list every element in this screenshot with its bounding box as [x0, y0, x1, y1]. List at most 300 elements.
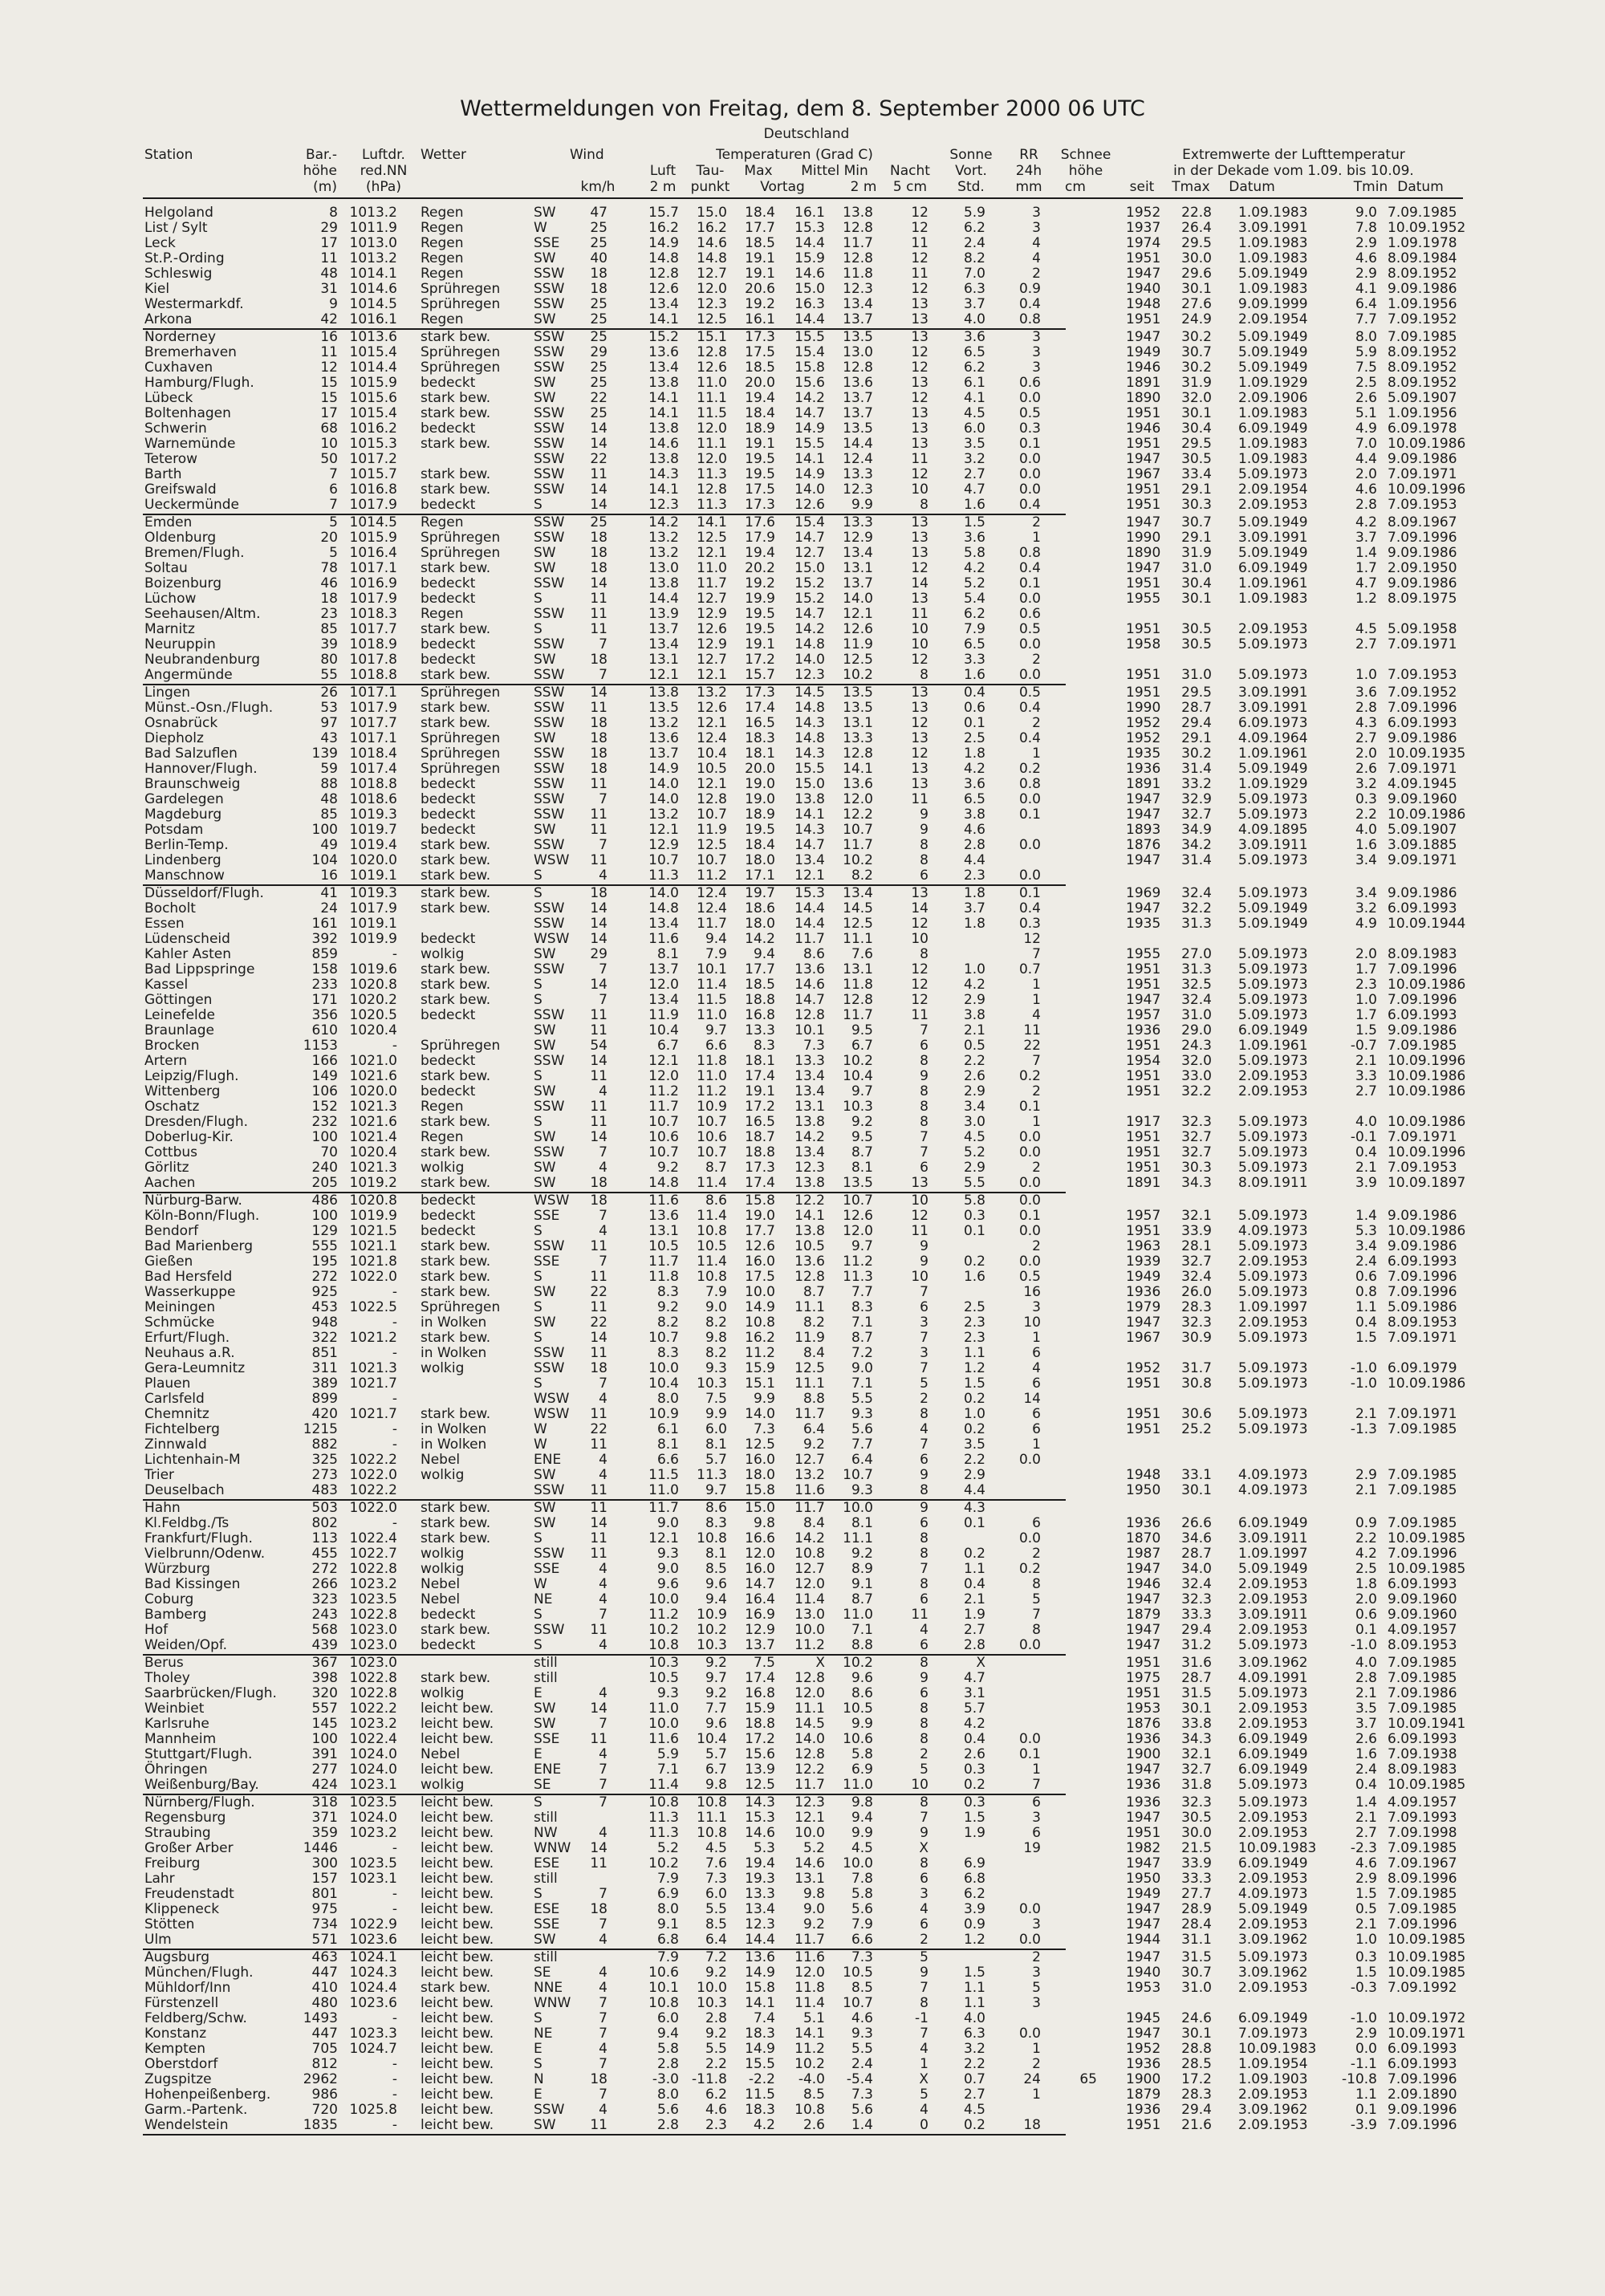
cell-datum-min: 8.09.1952: [1388, 266, 1457, 282]
cell-min: 12.8: [843, 746, 873, 762]
cell-bar-hoehe: 899: [311, 1391, 338, 1407]
cell-bar-hoehe: 29: [320, 220, 338, 236]
cell-mittel: 14.1: [794, 451, 825, 467]
cell-taupunkt: 12.9: [697, 636, 727, 652]
cell-bar-hoehe: 273: [311, 1467, 338, 1483]
cell-datum-max: 5.09.1973: [1238, 1144, 1308, 1160]
cell-max: 19.4: [745, 390, 775, 406]
cell-luft: 11.7: [648, 1500, 679, 1516]
cell-wind-speed: 7: [599, 1916, 607, 1932]
cell-bar-hoehe: 59: [320, 761, 338, 777]
cell-min: 11.0: [843, 1607, 873, 1623]
cell-mittel: 14.6: [794, 266, 825, 282]
cell-sonne: 3.1: [963, 1685, 985, 1701]
cell-datum-min: 10.09.1996: [1388, 1144, 1466, 1160]
col-header-wind: Wind: [570, 147, 604, 163]
cell-min: 14.4: [843, 436, 873, 452]
table-row: [0, 1130, 1605, 1145]
cell-bar-hoehe: 5: [329, 514, 338, 530]
cell-mittel: 11.7: [794, 1777, 825, 1793]
table-row: [0, 1531, 1605, 1546]
cell-sonne: 2.9: [963, 1160, 985, 1176]
cell-min: 12.0: [843, 791, 873, 807]
cell-datum-max: 5.09.1973: [1238, 667, 1308, 683]
cell-station: Coburg: [144, 1591, 194, 1607]
cell-datum-min: 8.09.1952: [1388, 375, 1457, 391]
cell-wetter: bedeckt: [421, 776, 476, 792]
cell-taupunkt: 7.9: [705, 1284, 727, 1300]
cell-luftdruck: 1021.0: [349, 1053, 397, 1069]
table-row: [0, 668, 1605, 683]
cell-wetter: leicht bew.: [421, 1916, 494, 1932]
table-row: [0, 452, 1605, 467]
cell-tmax: 32.5: [1181, 977, 1212, 993]
cell-taupunkt: 10.2: [697, 1622, 727, 1638]
table-row: [0, 591, 1605, 607]
cell-wind-dir: SSW: [534, 791, 565, 807]
cell-seit: 1947: [1126, 807, 1161, 823]
cell-station: Erfurt/Flugh.: [144, 1330, 230, 1346]
cell-bar-hoehe: 391: [311, 1746, 338, 1762]
table-row: [0, 2087, 1605, 2103]
cell-max: 16.6: [745, 1530, 775, 1546]
cell-datum-max: 3.09.1962: [1238, 2102, 1308, 2118]
cell-datum-max: 1.09.1961: [1238, 1038, 1308, 1054]
cell-datum-max: 1.09.1983: [1238, 250, 1308, 266]
cell-sonne: 5.2: [963, 575, 985, 591]
cell-luftdruck: 1014.5: [349, 514, 397, 530]
cell-datum-max: 2.09.1953: [1238, 1315, 1308, 1331]
cell-luftdruck: 1017.9: [349, 700, 397, 716]
cell-datum-max: 3.09.1991: [1238, 220, 1308, 236]
cell-wetter: bedeckt: [421, 807, 476, 823]
cell-nacht: 8: [920, 1655, 928, 1671]
cell-station: Diepholz: [144, 730, 204, 746]
cell-station: Cottbus: [144, 1144, 198, 1160]
cell-wind-dir: still: [534, 1670, 558, 1686]
cell-wetter: leicht bew.: [421, 2117, 494, 2133]
cell-wind-speed: 11: [590, 606, 607, 622]
cell-tmin: 1.6: [1355, 1746, 1377, 1762]
cell-seit: 1944: [1126, 1932, 1161, 1948]
cell-luftdruck: 1023.3: [349, 2026, 397, 2042]
cell-rr: 6: [1032, 1794, 1041, 1810]
cell-datum-max: 2.09.1954: [1238, 311, 1308, 327]
cell-datum-min: 10.09.1986: [1388, 1068, 1466, 1084]
cell-wind-speed: 18: [590, 885, 607, 901]
cell-station: St.P.-Ording: [144, 250, 225, 266]
cell-datum-min: 5.09.1958: [1388, 621, 1457, 637]
cell-luft: 13.4: [648, 636, 679, 652]
cell-tmax: 30.7: [1181, 344, 1212, 360]
cell-rr: 3: [1032, 1810, 1041, 1826]
cell-mittel: 14.0: [794, 652, 825, 668]
cell-min: 13.5: [843, 421, 873, 437]
cell-mittel: 15.5: [794, 329, 825, 345]
cell-datum-min: 10.09.1996: [1388, 1053, 1466, 1069]
cell-wind-speed: 18: [590, 730, 607, 746]
cell-mittel: 14.9: [794, 421, 825, 437]
cell-tmin: -1.1: [1350, 2056, 1377, 2072]
cell-mittel: 15.5: [794, 436, 825, 452]
table-row: [0, 1701, 1605, 1717]
cell-datum-min: 9.09.1960: [1388, 1591, 1457, 1607]
cell-seit: 1953: [1126, 1980, 1161, 1996]
table-row: [0, 1592, 1605, 1607]
cell-datum-max: 5.09.1973: [1238, 1330, 1308, 1346]
cell-max: 18.9: [745, 421, 775, 437]
cell-wind-speed: 14: [590, 931, 607, 947]
cell-nacht: 11: [911, 451, 928, 467]
table-row: [0, 637, 1605, 652]
cell-taupunkt: 9.3: [705, 1360, 727, 1376]
cell-tmax: 33.3: [1181, 1871, 1212, 1887]
cell-wind-dir: E: [534, 2041, 542, 2057]
cell-wind-speed: 11: [590, 1622, 607, 1638]
cell-tmin: 3.4: [1355, 1238, 1377, 1254]
cell-sonne: 1.0: [963, 1406, 985, 1422]
cell-luft: 10.8: [648, 1995, 679, 2011]
cell-mittel: 13.6: [794, 961, 825, 977]
cell-tmin: 2.9: [1355, 1871, 1377, 1887]
cell-luftdruck: 1023.0: [349, 1655, 397, 1671]
cell-wind-speed: 4: [599, 1576, 607, 1592]
cell-luft: 13.2: [648, 807, 679, 823]
cell-mittel: 15.3: [794, 220, 825, 236]
cell-datum-max: 10.09.1983: [1238, 2041, 1317, 2057]
cell-wind-speed: 11: [590, 2117, 607, 2133]
cell-datum-min: 7.09.1996: [1388, 1916, 1457, 1932]
table-row: [0, 312, 1605, 327]
cell-tmin: 3.4: [1355, 885, 1377, 901]
cell-datum-min: 9.09.1986: [1388, 451, 1457, 467]
table-row: [0, 376, 1605, 391]
cell-tmin: 8.0: [1355, 329, 1377, 345]
cell-taupunkt: 10.7: [697, 807, 727, 823]
cell-datum-max: 1.09.1983: [1238, 405, 1308, 421]
cell-tmax: 30.0: [1181, 1825, 1212, 1841]
cell-mittel: 11.4: [794, 1995, 825, 2011]
cell-min: 8.6: [851, 1685, 873, 1701]
cell-wind-dir: SSW: [534, 1622, 565, 1638]
table-row: [0, 1270, 1605, 1285]
cell-datum-max: 2.09.1953: [1238, 1254, 1308, 1270]
cell-rr: 2: [1032, 1238, 1041, 1254]
cell-datum-min: 5.09.1986: [1388, 1299, 1457, 1315]
cell-nacht: 4: [920, 2041, 928, 2057]
cell-tmax: 29.4: [1181, 2102, 1212, 2118]
cell-sonne: 2.9: [963, 992, 985, 1008]
cell-max: 19.3: [745, 1871, 775, 1887]
cell-mittel: 11.1: [794, 1299, 825, 1315]
cell-bar-hoehe: 23: [320, 606, 338, 622]
cell-station: Karlsruhe: [144, 1716, 209, 1732]
cell-luft: 10.3: [648, 1655, 679, 1671]
cell-datum-min: 10.09.1971: [1388, 2026, 1466, 2042]
cell-taupunkt: 10.0: [697, 1980, 727, 1996]
table-row: [0, 1747, 1605, 1762]
cell-tmax: 31.9: [1181, 545, 1212, 561]
cell-wind-speed: 7: [599, 992, 607, 1008]
cell-bar-hoehe: 1153: [303, 1038, 338, 1054]
cell-tmax: 32.7: [1181, 1144, 1212, 1160]
cell-mittel: 14.0: [794, 1731, 825, 1747]
cell-sonne: 7.9: [963, 621, 985, 637]
cell-rr: 3: [1032, 360, 1041, 376]
cell-min: 8.9: [851, 1561, 873, 1577]
cell-wind-dir: S: [534, 868, 542, 884]
cell-tmax: 29.4: [1181, 715, 1212, 731]
cell-max: 18.8: [745, 1144, 775, 1160]
cell-luftdruck: 1019.2: [349, 1175, 397, 1191]
cell-datum-max: 2.09.1953: [1238, 1083, 1308, 1099]
cell-mittel: 8.4: [802, 1515, 825, 1531]
cell-station: List / Sylt: [144, 220, 208, 236]
table-row: [0, 1638, 1605, 1653]
cell-luftdruck: 1017.1: [349, 730, 397, 746]
cell-station: Arkona: [144, 311, 193, 327]
cell-max: 17.5: [745, 1269, 775, 1285]
cell-luftdruck: 1021.8: [349, 1254, 397, 1270]
cell-tmin: 1.1: [1355, 2087, 1377, 2103]
cell-tmax: 30.1: [1181, 281, 1212, 297]
cell-datum-min: 8.09.1953: [1388, 1637, 1457, 1653]
cell-wetter: wolkig: [421, 1561, 465, 1577]
cell-rr: 4: [1032, 250, 1041, 266]
cell-wind-dir: SW: [534, 1083, 556, 1099]
cell-datum-max: 5.09.1973: [1238, 977, 1308, 993]
cell-tmax: 29.5: [1181, 436, 1212, 452]
cell-mittel: 13.4: [794, 1083, 825, 1099]
cell-tmax: 33.9: [1181, 1855, 1212, 1871]
cell-rr: 4: [1032, 1360, 1041, 1376]
cell-seit: 1951: [1126, 405, 1161, 421]
cell-luftdruck: -: [392, 1515, 397, 1531]
cell-min: 6.7: [851, 1038, 873, 1054]
table-row: [0, 330, 1605, 345]
cell-rr: 0.0: [1018, 591, 1041, 607]
col-header-luftdruck-2: red.NN: [360, 163, 408, 179]
cell-luftdruck: 1014.4: [349, 360, 397, 376]
cell-rr: 0.2: [1018, 761, 1041, 777]
cell-schnee: 65: [1079, 2071, 1097, 2087]
cell-wind-speed: 11: [590, 1500, 607, 1516]
cell-datum-min: 7.09.1952: [1388, 685, 1457, 701]
cell-wetter: in Wolken: [421, 1315, 487, 1331]
cell-mittel: 14.7: [794, 606, 825, 622]
table-row: [0, 807, 1605, 823]
table-row: [0, 1300, 1605, 1315]
cell-station: Leinefelde: [144, 1007, 216, 1023]
cell-luftdruck: -: [392, 1840, 397, 1856]
cell-nacht: 8: [920, 1546, 928, 1562]
cell-station: Kl.Feldbg./Ts: [144, 1515, 230, 1531]
cell-datum-max: 5.09.1973: [1238, 885, 1308, 901]
cell-max: 19.4: [745, 1855, 775, 1871]
cell-tmax: 28.3: [1181, 1299, 1212, 1315]
cell-wetter: stark bew.: [421, 1500, 491, 1516]
cell-datum-max: 1.09.1997: [1238, 1546, 1308, 1562]
cell-seit: 1963: [1126, 1238, 1161, 1254]
cell-station: Bad Lippspringe: [144, 961, 255, 977]
cell-tmin: 2.8: [1355, 700, 1377, 716]
cell-sonne: 0.4: [963, 685, 985, 701]
cell-luftdruck: -: [392, 2010, 397, 2026]
cell-sonne: 0.2: [963, 1777, 985, 1793]
cell-taupunkt: 10.4: [697, 746, 727, 762]
cell-seit: 1951: [1126, 1144, 1161, 1160]
cell-nacht: 1: [920, 2056, 928, 2072]
cell-seit: 1947: [1126, 1561, 1161, 1577]
cell-luft: 14.0: [648, 885, 679, 901]
cell-datum-min: 2.09.1950: [1388, 560, 1457, 576]
cell-tmax: 30.5: [1181, 621, 1212, 637]
cell-min: -5.4: [846, 2071, 873, 2087]
cell-nacht: 5: [920, 2087, 928, 2103]
cell-station: Würzburg: [144, 1561, 210, 1577]
cell-luft: 11.3: [648, 868, 679, 884]
cell-wetter: leicht bew.: [421, 2087, 494, 2103]
cell-taupunkt: 12.3: [697, 296, 727, 312]
cell-mittel: 5.1: [802, 2010, 825, 2026]
cell-max: 17.2: [745, 652, 775, 668]
cell-datum-min: 9.09.1960: [1388, 1607, 1457, 1623]
cell-tmin: 2.6: [1355, 1731, 1377, 1747]
cell-sonne: 4.7: [963, 482, 985, 498]
cell-tmin: 4.6: [1355, 482, 1377, 498]
cell-station: Hamburg/Flugh.: [144, 375, 254, 391]
table-row: [0, 777, 1605, 792]
cell-bar-hoehe: 166: [311, 1053, 338, 1069]
cell-datum-min: 6.09.1993: [1388, 715, 1457, 731]
cell-nacht: 13: [911, 329, 928, 345]
cell-bar-hoehe: 975: [311, 1901, 338, 1917]
cell-rr: 0.1: [1018, 575, 1041, 591]
cell-luft: 5.6: [656, 2102, 679, 2118]
cell-sonne: X: [976, 1655, 985, 1671]
cell-min: 1.4: [851, 2117, 873, 2133]
cell-luftdruck: 1021.7: [349, 1406, 397, 1422]
cell-mittel: 14.0: [794, 482, 825, 498]
cell-luft: 8.3: [656, 1345, 679, 1361]
cell-wetter: leicht bew.: [421, 1855, 494, 1871]
cell-min: 10.2: [843, 667, 873, 683]
cell-tmin: 1.5: [1355, 1886, 1377, 1902]
cell-luftdruck: 1018.8: [349, 667, 397, 683]
table-row: [0, 576, 1605, 591]
cell-wind-dir: SSW: [534, 1144, 565, 1160]
table-row: [0, 701, 1605, 716]
cell-bar-hoehe: 48: [320, 266, 338, 282]
cell-taupunkt: 9.8: [705, 1777, 727, 1793]
cell-datum-max: 5.09.1973: [1238, 1007, 1308, 1023]
cell-sonne: 4.3: [963, 1500, 985, 1516]
cell-nacht: 12: [911, 220, 928, 236]
cell-sonne: 3.5: [963, 436, 985, 452]
cell-tmin: 1.0: [1355, 1932, 1377, 1948]
cell-wetter: bedeckt: [421, 822, 476, 838]
cell-mittel: 15.0: [794, 281, 825, 297]
cell-seit: 1951: [1126, 1406, 1161, 1422]
cell-wind-speed: 11: [590, 466, 607, 482]
cell-sonne: 1.8: [963, 916, 985, 932]
cell-max: 13.3: [745, 1022, 775, 1038]
cell-mittel: 12.2: [794, 1193, 825, 1209]
cell-luft: 10.1: [648, 1980, 679, 1996]
cell-tmin: 2.9: [1355, 1467, 1377, 1483]
cell-rr: 19: [1023, 1840, 1041, 1856]
cell-luftdruck: -: [392, 1038, 397, 1054]
cell-seit: 1990: [1126, 530, 1161, 546]
cell-min: 12.5: [843, 652, 873, 668]
cell-wind-dir: SSW: [534, 1099, 565, 1115]
cell-tmax: 34.0: [1181, 1561, 1212, 1577]
cell-station: Großer Arber: [144, 1840, 234, 1856]
cell-max: 18.3: [745, 2026, 775, 2042]
cell-bar-hoehe: 50: [320, 451, 338, 467]
cell-rr: 3: [1032, 205, 1041, 221]
cell-wind-speed: 11: [590, 1406, 607, 1422]
cell-datum-max: 5.09.1973: [1238, 1685, 1308, 1701]
cell-min: 10.0: [843, 1500, 873, 1516]
cell-seit: 1979: [1126, 1299, 1161, 1315]
cell-luftdruck: 1011.9: [349, 220, 397, 236]
cell-tmin: 9.0: [1355, 205, 1377, 221]
cell-mittel: 11.9: [794, 1330, 825, 1346]
cell-tmax: 30.5: [1181, 636, 1212, 652]
cell-luft: 7.9: [656, 1949, 679, 1965]
cell-nacht: 4: [920, 1622, 928, 1638]
cell-sonne: 6.2: [963, 220, 985, 236]
cell-datum-min: 5.09.1907: [1388, 822, 1457, 838]
cell-min: 10.5: [843, 1965, 873, 1981]
cell-rr: 0.2: [1018, 1561, 1041, 1577]
cell-wind-speed: 22: [590, 1421, 607, 1437]
cell-wind-speed: 14: [590, 1129, 607, 1145]
cell-bar-hoehe: 55: [320, 667, 338, 683]
cell-wind-dir: S: [534, 621, 542, 637]
cell-luftdruck: 1021.6: [349, 1068, 397, 1084]
cell-wind-dir: SW: [534, 1129, 556, 1145]
cell-bar-hoehe: 68: [320, 421, 338, 437]
col-header-luftdruck-3: (hPa): [366, 179, 401, 195]
cell-sonne: 3.2: [963, 451, 985, 467]
cell-mittel: 12.8: [794, 1269, 825, 1285]
cell-luft: 6.1: [656, 1421, 679, 1437]
cell-tmax: 31.0: [1181, 1007, 1212, 1023]
cell-min: 7.7: [851, 1437, 873, 1453]
cell-datum-max: 5.09.1973: [1238, 791, 1308, 807]
cell-wind-dir: S: [534, 591, 542, 607]
cell-tmax: 31.8: [1181, 1777, 1212, 1793]
cell-datum-min: 10.09.1986: [1388, 436, 1466, 452]
cell-station: Hannover/Flugh.: [144, 761, 258, 777]
cell-tmin: -1.3: [1350, 1421, 1377, 1437]
cell-wetter: leicht bew.: [421, 1825, 494, 1841]
cell-taupunkt: 12.7: [697, 266, 727, 282]
cell-station: Angermünde: [144, 667, 233, 683]
table-row: [0, 868, 1605, 884]
cell-station: Kiel: [144, 281, 170, 297]
cell-datum-min: 7.09.1985: [1388, 1886, 1457, 1902]
cell-tmax: 28.4: [1181, 1916, 1212, 1932]
cell-station: Lüchow: [144, 591, 197, 607]
cell-luft: 13.6: [648, 730, 679, 746]
cell-sonne: 3.2: [963, 2041, 985, 2057]
cell-luftdruck: -: [392, 1421, 397, 1437]
cell-max: 17.7: [745, 1223, 775, 1239]
cell-rr: 2: [1032, 2056, 1041, 2072]
